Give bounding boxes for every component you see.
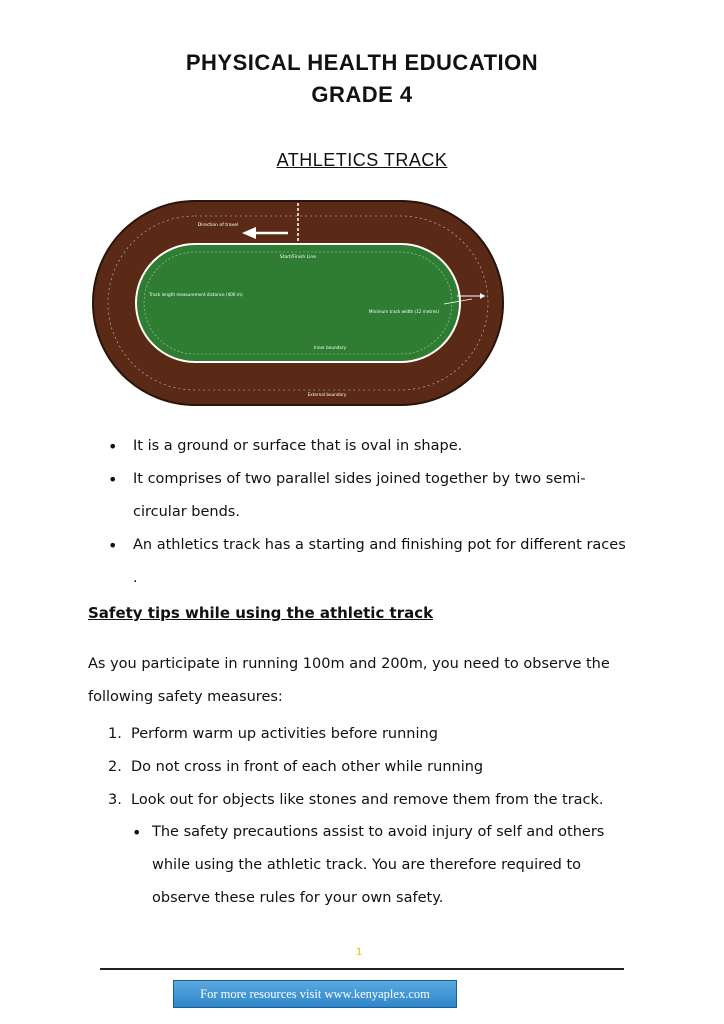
external-boundary-label: External boundary (307, 392, 347, 397)
safety-intro: As you participate in running 100m and 200m, you need to observe the following safety measures: (88, 656, 610, 705)
length-label: Track length measurement distance (400 m) (149, 292, 243, 297)
step-text: Do not cross in front of each other while running (131, 759, 484, 775)
list-item: • It is a ground or surface that is oval in shape. (108, 430, 628, 463)
step-number: 3. (108, 792, 122, 808)
footer-divider (100, 968, 624, 970)
start-finish-label: Start/Finish Line (279, 255, 317, 260)
page-number: 1 (356, 947, 363, 958)
safety-steps-list (108, 718, 648, 817)
direction-label: Direction of travel (197, 223, 239, 228)
inner-boundary-label: Inner boundary (313, 345, 347, 350)
step-number: 2. (108, 759, 122, 775)
document-title: PHYSICAL HEALTH EDUCATION (185, 50, 539, 75)
athletics-track-diagram (92, 200, 504, 406)
safety-heading: Safety tips while using the athletic track (88, 604, 434, 622)
width-label: Minimum track width (12 metres) (368, 309, 440, 314)
list-item: • It comprises of two parallel sides joined together by two semi-circular bends. (108, 463, 628, 529)
step-text: Perform warm up activities before running (131, 726, 438, 742)
list-item: • An athletics track has a starting and finishing pot for different races . (108, 529, 628, 595)
track-facts-list (108, 430, 628, 595)
list-item (108, 784, 648, 817)
list-item (108, 718, 648, 751)
step-number: 1. (108, 726, 122, 742)
resources-link-banner[interactable]: For more resources visit www.kenyaplex.com (173, 980, 457, 1008)
infield (136, 244, 460, 362)
safety-note-list (132, 816, 632, 915)
list-item (108, 751, 648, 784)
grade-title: GRADE 4 (311, 82, 413, 107)
safety-note: • The safety precautions assist to avoid injury of self and others while using the athletic track. You are therefore required to observe these rules for your own safety. (132, 816, 632, 915)
section-title: ATHLETICS TRACK (276, 150, 448, 170)
step-text: Look out for objects like stones and remove them from the track. (131, 792, 604, 808)
